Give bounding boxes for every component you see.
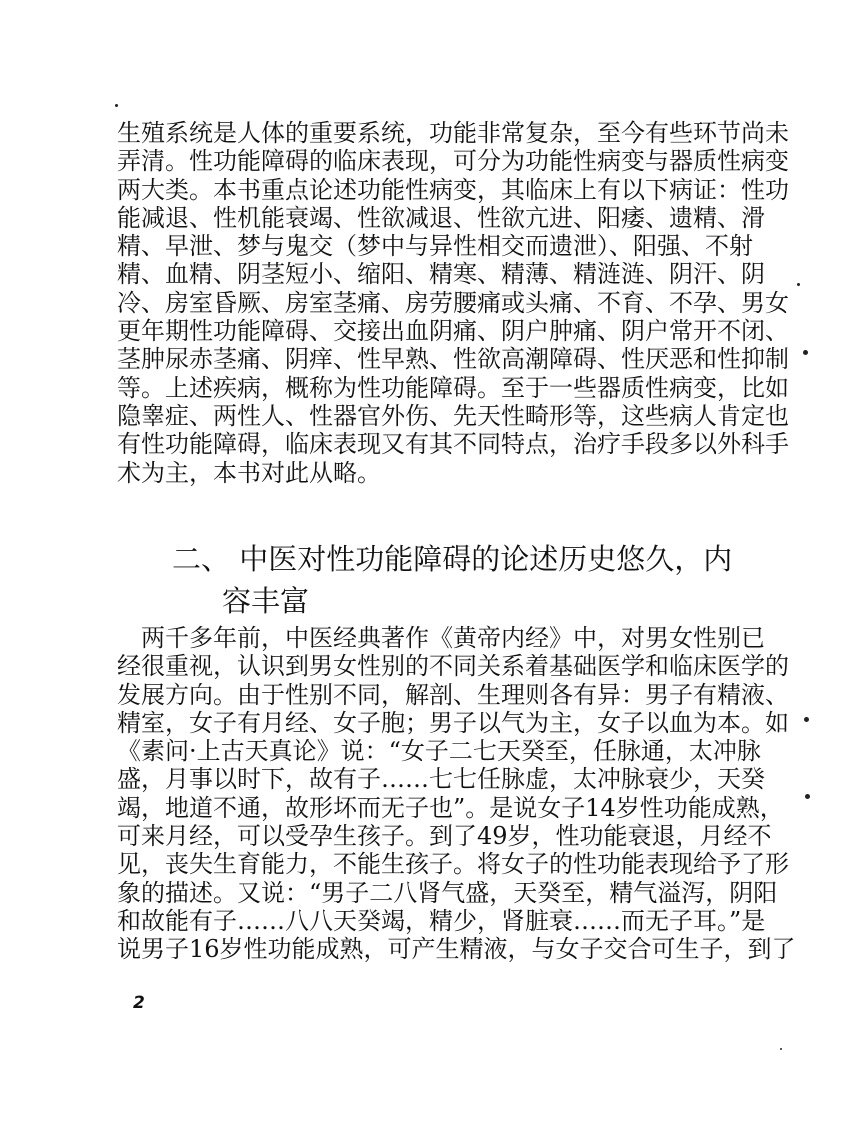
- section-heading-line2: 容丰富: [222, 584, 310, 618]
- text-line: 冷、房室昏厥、房室茎痛、房劳腰痛或头痛、不育、不孕、男女: [117, 288, 789, 317]
- text-line: 两大类。本书重点论述功能性病变，其临床上有以下病证：性功: [117, 175, 789, 204]
- text-line: 隐睾症、两性人、性器官外伤、先天性畸形等，这些病人肯定也: [117, 401, 789, 430]
- text-line: 发展方向。由于性别不同，解剖、生理则各有异：男子有精液、: [117, 680, 789, 709]
- text-line: 经很重视，认识到男女性别的不同关系着基础医学和临床医学的: [117, 652, 789, 681]
- scan-speck: [804, 717, 809, 722]
- scan-speck: [805, 794, 810, 799]
- text-line: 术为主，本书对此从略。: [117, 458, 381, 487]
- text-line: 说男子16岁性功能成熟，可产生精液，与女子交合可生子，到了: [117, 935, 796, 964]
- text-line: 茎肿尿赤茎痛、阴痒、性早熟、性欲高潮障碍、性厌恶和性抑制: [117, 345, 789, 374]
- text-line: 精、血精、阴茎短小、缩阳、精寒、精薄、精涟涟、阴汗、阴: [117, 260, 765, 289]
- text-line: 竭，地道不通，故形坏而无子也”。是说女子14岁性功能成熟，: [117, 793, 784, 822]
- text-line: 和故能有子……八八天癸竭，精少，肾脏衰……而无子耳。”是: [117, 906, 766, 935]
- text-line: 精、早泄、梦与鬼交（梦中与异性相交而遗泄）、阳强、不射: [117, 232, 753, 261]
- text-line: 更年期性功能障碍、交接出血阴痛、阴户肿痛、阴户常开不闭、: [117, 317, 789, 346]
- paragraph-2: [117, 624, 796, 964]
- text-line: 生殖系统是人体的重要系统，功能非常复杂，至今有些环节尚未: [117, 119, 789, 147]
- text-line: 等。上述疾病，概称为性功能障碍。至于一些器质性病变，比如: [117, 373, 789, 402]
- text-line: 精室，女子有月经、女子胞；男子以气为主，女子以血为本。如: [117, 708, 789, 737]
- scan-speck: [797, 283, 800, 286]
- text-line: 见，丧失生育能力，不能生孩子。将女子的性功能表现给予了形: [117, 850, 789, 879]
- paragraph-1: [117, 119, 789, 487]
- text-line: 弄清。性功能障碍的临床表现，可分为功能性病变与器质性病变: [117, 147, 789, 176]
- scan-speck: [115, 104, 118, 107]
- text-line: 能减退、性机能衰竭、性欲减退、性欲亢进、阳痿、遗精、滑: [117, 203, 765, 232]
- text-line: 有性功能障碍，临床表现又有其不同特点，治疗手段多以外科手: [117, 430, 789, 459]
- text-line: 可来月经，可以受孕生孩子。到了49岁，性功能衰退，月经不: [117, 822, 772, 851]
- text-line: 盛，月事以时下，故有子……七七任脉虚，太冲脉衰少，天癸: [117, 765, 765, 794]
- scan-speck: [780, 1048, 782, 1050]
- text-line: 两千多年前，中医经典著作《黄帝内经》中，对男女性别已: [117, 624, 765, 652]
- page-number: 2: [133, 993, 145, 1013]
- text-line: 《素问·上古天真论》说：“女子二七天癸至，任脉通，太冲脉: [117, 737, 761, 766]
- scan-speck: [803, 350, 808, 355]
- text-line: 象的描述。又说：“男子二八肾气盛，天癸至，精气溢泻，阴阳: [117, 878, 778, 907]
- section-heading-line1: 二、 中医对性功能障碍的论述历史悠久，内: [172, 542, 733, 576]
